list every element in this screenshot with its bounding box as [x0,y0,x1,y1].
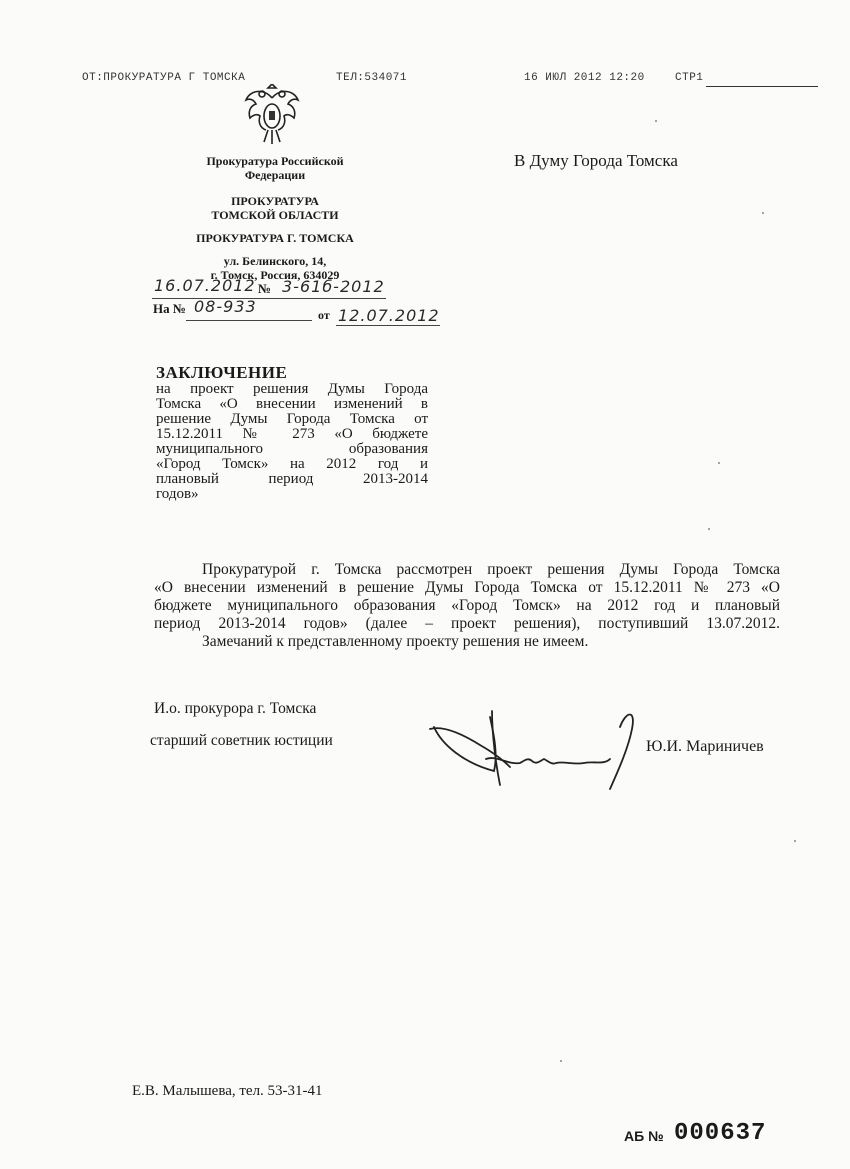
conclusion-heading: ЗАКЛЮЧЕНИЕ [156,363,288,382]
body-line: «О внесении изменений в решение Думы Города Томска от 15.12.2011 № 273 «О [154,579,780,596]
fax-page: СТР1 [675,72,704,84]
body-remark: Замечаний к представленному проекту решения не имеем. [202,633,589,650]
ref-label: На № [153,301,186,316]
fax-from: ОТ:ПРОКУРАТУРА Г ТОМСКА [82,72,246,84]
body-line: бюджете муниципального образования «Город Томск» на 2012 год и плановый [154,597,780,614]
sender-org2: ТОМСКОЙ ОБЛАСТИ [211,208,339,222]
title-line: на проект решения Думы Города [156,381,428,397]
title-line: Томска «О внесении изменений в [156,396,428,412]
title-line: 15.12.2011 № 273 «О бюджете [156,426,428,442]
signatory-position2: старший советник юстиции [150,732,333,749]
scan-speck [708,528,710,530]
form-number: 000637 [674,1120,767,1147]
eagle-emblem-icon [240,84,304,148]
outgoing-number: 3-61б-2012 [282,277,385,296]
scan-speck [655,120,657,122]
body-line: Прокуратурой г. Томска рассмотрен проект решения Думы Города Томска [202,561,780,578]
signatory-position1: И.о. прокурора г. Томска [154,700,317,717]
fax-phone: ТЕЛ:534071 [336,72,408,84]
ref-number: 08-933 [194,297,257,316]
title-line: годов» [156,486,199,502]
form-number-label: АБ № [624,1128,664,1144]
fax-datetime: 16 ИЮЛ 2012 12:20 [524,72,645,84]
sender-country [160,154,390,182]
conclusion-body [154,561,780,651]
sender-office: ПРОКУРАТУРА Г. ТОМСКА [196,231,354,245]
ref-date: 12.07.2012 [338,306,440,325]
contact-info: Е.В. Малышева, тел. 53-31-41 [132,1083,323,1099]
title-line: плановый период 2013-2014 [156,471,428,487]
outgoing-date: 16.07.2012 [154,276,256,295]
signatory-name: Ю.И. Мариничев [646,738,764,755]
title-line: муниципального образования [156,441,428,457]
sender-address1: ул. Белинского, 14, [223,254,327,268]
outgoing-number-label: № [258,281,272,296]
recipient: В Думу Города Томска [514,151,678,170]
handwritten-signature [424,705,644,795]
sender-line2: Федерации [244,168,306,182]
conclusion-title [156,365,428,502]
ref-number-underline [186,320,312,321]
scan-speck [718,462,720,464]
sender-line1: Прокуратура Российской [206,154,344,168]
sender-org1: ПРОКУРАТУРА [231,194,319,208]
sender-address2: г. Томск, Россия, 634029 [210,268,340,282]
fax-header-rule [706,86,818,87]
ref-date-underline [336,325,440,326]
outgoing-underline [152,298,386,299]
body-line: период 2013-2014 годов» (далее – проект решения), поступивший 13.07.2012. [154,615,780,632]
scan-speck [794,840,796,842]
scan-speck [560,1060,562,1062]
title-line: «Город Томск» на 2012 год и [156,456,428,472]
sender-org [160,194,390,222]
title-line: решение Думы Города Томска от [156,411,428,427]
scan-speck [762,212,764,214]
ref-date-label: от [318,308,330,322]
